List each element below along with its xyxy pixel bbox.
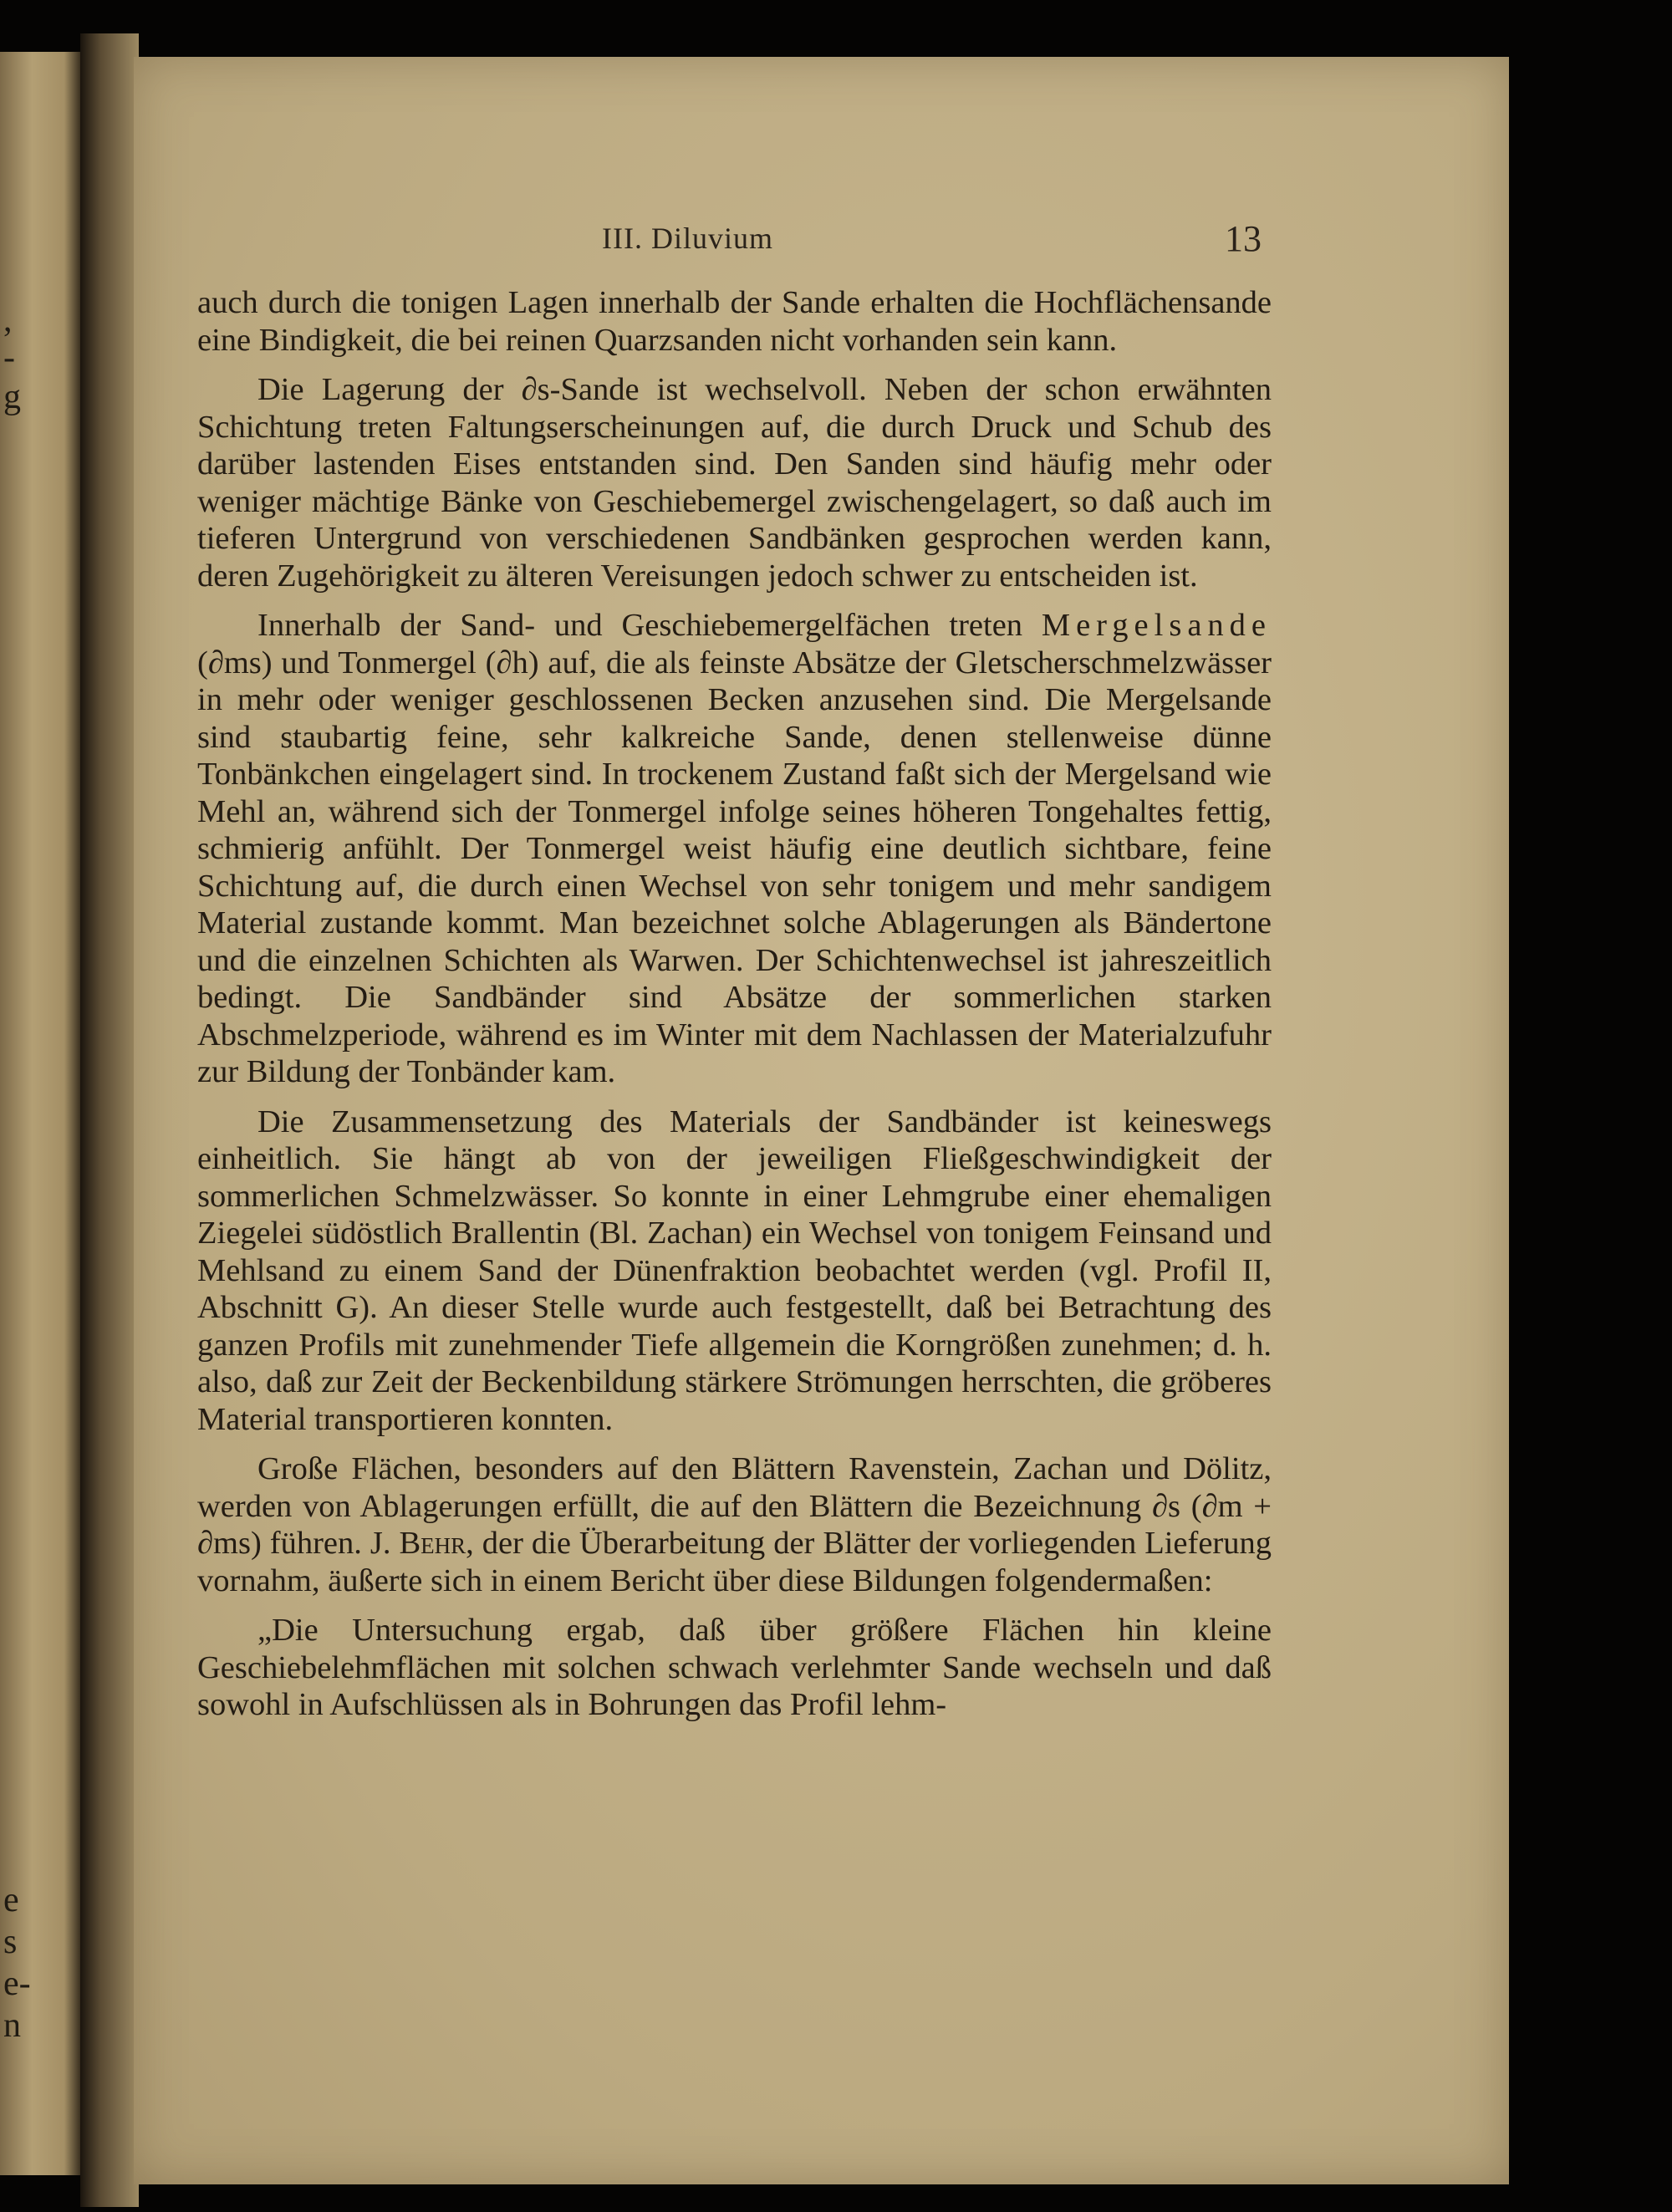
paragraph-mergelsande bbox=[197, 607, 1272, 1091]
facing-page-fragment: , bbox=[3, 301, 13, 339]
facing-page-fragment: n bbox=[3, 2006, 21, 2045]
page-number: 13 bbox=[1225, 218, 1262, 259]
book-page bbox=[134, 57, 1509, 2184]
facing-page-fragment: s bbox=[3, 1923, 18, 1961]
running-title: III. Diluvium bbox=[602, 222, 773, 255]
running-header bbox=[134, 218, 1509, 271]
paragraph-continuation: auch durch die tonigen Lagen innerhalb der Sande erhalten die Hochflächensande eine Bindigkeit, die bei reinen Quarzsanden nicht vorhanden sein kann. bbox=[197, 285, 1272, 358]
facing-page-fragment: e bbox=[3, 1881, 19, 1919]
facing-page-fragment: g bbox=[3, 378, 21, 416]
paragraph-flaechen bbox=[197, 1450, 1272, 1599]
author-name: Behr bbox=[399, 1526, 466, 1561]
body-text bbox=[197, 284, 1272, 1724]
paragraph-lagerung: Die Lagerung der ∂s-Sande ist wechselvoll. Neben der schon erwähnten Schichtung treten Faltungserscheinungen auf, die durch Druck und Schub des darüber lastenden Eises entstanden sind. Den Sanden sind häufig mehr oder weniger mächtige Bänke von Geschiebemergel zwischengelagert, so daß auch im tieferen Untergrund von verschiedenen Sandbänken gesprochen werden kann, deren Zugehörigkeit zu älteren Vereisungen jedoch schwer zu entscheiden ist. bbox=[197, 372, 1272, 594]
facing-page-edge bbox=[0, 52, 80, 2175]
paragraph-text: , der die Überarbeitung der Blätter der vorliegenden Lieferung vornahm, äußerte sich in einem Bericht über diese Bildungen folgendermaßen: bbox=[197, 1526, 1272, 1598]
facing-page-fragment: - bbox=[3, 339, 15, 377]
paragraph-text: Große Flächen, besonders auf den Blättern Ravenstein, Zachan und Dölitz, werden von Ablagerungen erfüllt, die auf den Blättern die Bezeichnung ∂s (∂m + ∂ms) führen. J. bbox=[197, 1451, 1272, 1561]
paragraph-text: (∂ms) und Tonmergel (∂h) auf, die als feinste Absätze der Gletscherschmelzwässer in mehr oder weniger geschlossenen Becken anzusehen sind. Die Mergelsande sind staubartig feine, sehr kalkreiche Sande, denen stellenweise dünne Tonbänkchen eingelagert sind. In trockenem Zustand faßt sich der Mergelsand wie Mehl an, während sich der Tonmergel infolge seines höheren Tongehaltes fettig, schmierig anfühlt. Der Tonmergel weist häufig eine deutlich sichtbare, feine Schichtung auf, die durch einen Wechsel von sehr tonigem und mehr sandigem Material zustande kommt. Man bezeichnet solche Ablagerungen als Bändertone und die einzelnen Schichten als Warwen. Der Schichtenwechsel ist jahreszeitlich bedingt. Die Sandbänder sind Absätze der sommerlichen starken Abschmelzperiode, während es im Winter mit dem Nachlassen der Materialzufuhr zur Bildung der Tonbänder kam. bbox=[197, 645, 1272, 1089]
paragraph-quote: „Die Untersuchung ergab, daß über größere Flächen hin kleine Geschiebelehmflächen mit solchen schwach verlehmter Sande wechseln und daß sowohl in Aufschlüssen als in Bohrungen das Profil lehm- bbox=[197, 1613, 1272, 1722]
emphasized-term: Mergelsande bbox=[1041, 608, 1272, 643]
book-gutter bbox=[80, 33, 139, 2207]
paragraph-text: Innerhalb der Sand- und Geschiebemergelfächen treten bbox=[257, 608, 1042, 643]
facing-page-fragment: e- bbox=[3, 1965, 31, 2003]
paragraph-sandbaender: Die Zusammensetzung des Materials der Sandbänder ist keineswegs einheitlich. Sie hängt ab von der jeweiligen Fließgeschwindigkeit der sommerlichen Schmelzwässer. So konnte in einer Lehmgrube einer ehemaligen Ziegelei südöstlich Brallentin (Bl. Zachan) ein Wechsel von tonigem Feinsand und Mehlsand zu einem Sand der Dünenfraktion beobachtet werden (vgl. Profil II, Abschnitt G). An dieser Stelle wurde auch festgestellt, daß bei Betrachtung des ganzen Profils mit zunehmender Tiefe allgemein die Korngrößen zunehmen; d. h. also, daß zur Zeit der Beckenbildung stärkere Strömungen herrschten, die gröberes Material transportieren konnten. bbox=[197, 1103, 1272, 1437]
